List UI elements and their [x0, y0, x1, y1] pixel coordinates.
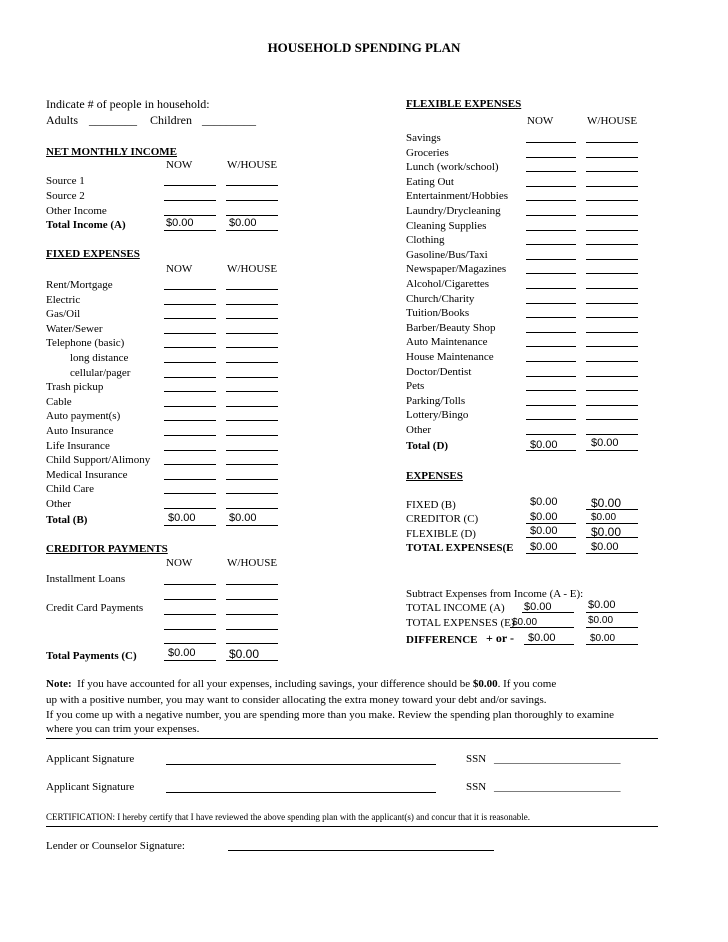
fixed-row-label: Rent/Mortgage — [46, 279, 113, 291]
creditor-col-now: NOW — [166, 557, 193, 569]
flexible-now-field[interactable] — [526, 376, 576, 377]
fixed-now-field[interactable] — [164, 420, 216, 421]
sum-income-now-line — [522, 612, 574, 613]
total-payments-house: $0.00 — [229, 647, 260, 661]
flexible-house-field[interactable] — [586, 259, 638, 260]
sum-expenses-now: $0.00 — [512, 617, 538, 628]
flexible-col-now: NOW — [527, 115, 554, 127]
sum-expenses-house: $0.00 — [588, 615, 614, 626]
fixed-row-label: long distance — [70, 352, 129, 364]
fixed-house-field[interactable] — [226, 435, 278, 436]
flexible-row-label: Other — [406, 424, 432, 436]
creditor-house-field[interactable] — [226, 643, 278, 644]
lender-signature-label: Lender or Counselor Signature: — [46, 840, 185, 852]
flexible-row-label: Eating Out — [406, 175, 454, 188]
fixed-row-label: Telephone (basic) — [46, 337, 125, 350]
creditor-now-field[interactable] — [164, 629, 216, 630]
flexible-row-label: House Maintenance — [406, 351, 494, 363]
fixed-house-field[interactable] — [226, 420, 278, 421]
exp-flexible-house-line — [586, 537, 638, 538]
flexible-row-label: Laundry/Drycleaning — [406, 205, 501, 217]
difference-symbols: + or - — [486, 631, 514, 645]
flexible-house-field[interactable] — [586, 200, 638, 201]
fixed-now-field[interactable] — [164, 406, 216, 407]
flexible-row-label: Gasoline/Bus/Taxi — [406, 248, 488, 261]
flexible-house-field[interactable] — [586, 288, 638, 289]
difference-label: DIFFERENCE — [406, 634, 478, 646]
fixed-house-field[interactable] — [226, 304, 278, 305]
fixed-house-field[interactable] — [226, 362, 278, 363]
fixed-now-field[interactable] — [164, 464, 216, 465]
fixed-now-field[interactable] — [164, 333, 216, 334]
applicant-signature-label-2: Applicant Signature — [46, 781, 135, 793]
adults-label: Adults — [46, 113, 79, 127]
note-line-3: If you come up with a negative number, you are spending more than you make. Review the spending plan thoroughly to examine — [46, 709, 615, 721]
fixed-total-now: $0.00 — [168, 512, 196, 524]
fixed-house-field[interactable] — [226, 318, 278, 319]
flexible-row-label: Entertainment/Hobbies — [406, 190, 509, 203]
sum-income-house-line — [586, 612, 638, 613]
exp-flexible-label: FLEXIBLE (D) — [406, 528, 476, 540]
fixed-row-label: Child Care — [46, 483, 94, 496]
flexible-now-field[interactable] — [526, 171, 576, 172]
fixed-total-house-line — [226, 525, 278, 526]
flexible-row-label: Alcohol/Cigarettes — [406, 278, 490, 290]
income-col-house: W/HOUSE — [227, 159, 278, 171]
creditor-house-field[interactable] — [226, 599, 278, 600]
exp-creditor-label: CREDITOR (C) — [406, 513, 479, 525]
fixed-house-field[interactable] — [226, 406, 278, 407]
expenses-heading: EXPENSES — [406, 470, 463, 482]
flexible-house-field[interactable] — [586, 332, 638, 333]
flexible-total-house: $0.00 — [591, 437, 619, 449]
exp-total-house-line — [586, 553, 638, 554]
fixed-row-label: Auto Insurance — [46, 425, 114, 437]
fixed-row-label: Trash pickup — [46, 381, 104, 394]
note-line-4: where you can trim your expenses. — [46, 723, 200, 735]
total-income-house-line — [226, 230, 278, 231]
flexible-house-field[interactable] — [586, 215, 638, 216]
total-income-now: $0.00 — [166, 217, 194, 229]
flexible-col-house: W/HOUSE — [587, 115, 638, 127]
exp-total-house: $0.00 — [591, 541, 619, 553]
exp-flexible-house: $0.00 — [591, 525, 622, 539]
flexible-house-field[interactable] — [586, 273, 638, 274]
fixed-row-label: Water/Sewer — [46, 322, 103, 335]
ssn-field-1[interactable]: _______________________ — [494, 753, 621, 765]
flexible-row-label: Newspaper/Magazines — [406, 263, 507, 276]
fixed-house-field[interactable] — [226, 450, 278, 451]
income-now-field[interactable] — [164, 185, 216, 186]
fixed-now-field[interactable] — [164, 377, 216, 378]
flexible-now-field[interactable] — [526, 405, 576, 406]
creditor-col-house: W/HOUSE — [227, 557, 278, 569]
income-row-label: Source 1 — [46, 175, 85, 187]
flexible-total-house-line — [586, 450, 638, 451]
fixed-house-field[interactable] — [226, 493, 278, 494]
flexible-now-field[interactable] — [526, 259, 576, 260]
fixed-total-label: Total (B) — [46, 514, 88, 526]
sum-expenses-label: TOTAL EXPENSES (E) — [406, 617, 515, 629]
flexible-now-field[interactable] — [526, 157, 576, 158]
fixed-house-field[interactable] — [226, 464, 278, 465]
exp-total-label: TOTAL EXPENSES(E — [406, 542, 514, 554]
flexible-row-label: Lottery/Bingo — [406, 409, 469, 422]
flexible-now-field[interactable] — [526, 288, 576, 289]
flexible-row-label: Church/Charity — [406, 292, 475, 305]
exp-flexible-now: $0.00 — [530, 525, 558, 537]
fixed-now-field[interactable] — [164, 435, 216, 436]
fixed-house-field[interactable] — [226, 479, 278, 480]
flexible-row-label: Pets — [406, 380, 425, 393]
fixed-house-field[interactable] — [226, 289, 278, 290]
income-house-field[interactable] — [226, 215, 278, 216]
flexible-now-field[interactable] — [526, 390, 576, 391]
flexible-row-label: Auto Maintenance — [406, 336, 488, 349]
exp-fixed-now: $0.00 — [530, 496, 558, 508]
children-label: Children — [150, 113, 192, 127]
fixed-heading: FIXED EXPENSES — [46, 248, 140, 260]
exp-creditor-house: $0.00 — [591, 512, 617, 523]
fixed-house-field[interactable] — [226, 508, 278, 509]
fixed-now-field[interactable] — [164, 362, 216, 363]
fixed-total-now-line — [164, 525, 216, 526]
household-prompt: Indicate # of people in household: — [46, 97, 210, 111]
page-title: HOUSEHOLD SPENDING PLAN — [267, 40, 461, 55]
flexible-now-field[interactable] — [526, 434, 576, 435]
flexible-now-field[interactable] — [526, 303, 576, 304]
fixed-now-field[interactable] — [164, 304, 216, 305]
exp-fixed-house-line — [586, 509, 638, 510]
fixed-now-field[interactable] — [164, 479, 216, 480]
flexible-house-field[interactable] — [586, 346, 638, 347]
fixed-house-field[interactable] — [226, 391, 278, 392]
certification-divider — [46, 826, 658, 827]
flexible-now-field[interactable] — [526, 332, 576, 333]
creditor-house-field[interactable] — [226, 629, 278, 630]
fixed-now-field[interactable] — [164, 347, 216, 348]
flexible-row-label: Tuition/Books — [406, 307, 470, 320]
exp-total-now-line — [526, 553, 576, 554]
children-blank[interactable]: _________ — [202, 113, 256, 127]
flexible-house-field[interactable] — [586, 244, 638, 245]
fixed-now-field[interactable] — [164, 493, 216, 494]
difference-house-line — [586, 644, 638, 645]
installment-loans-label: Installment Loans — [46, 573, 126, 585]
ssn-label-1: SSN — [466, 753, 487, 765]
sum-expenses-house-line — [586, 627, 638, 628]
exp-creditor-now: $0.00 — [530, 511, 558, 523]
ssn-field-2[interactable]: _______________________ — [494, 781, 621, 793]
creditor-now-field[interactable] — [164, 584, 216, 585]
flexible-house-field[interactable] — [586, 376, 638, 377]
income-house-field[interactable] — [226, 185, 278, 186]
note-divider — [46, 738, 658, 739]
fixed-house-field[interactable] — [226, 333, 278, 334]
fixed-row-label: Electric — [46, 293, 81, 306]
flexible-row-label: Parking/Tolls — [406, 394, 466, 407]
fixed-row-label: Life Insurance — [46, 439, 110, 452]
fixed-house-field[interactable] — [226, 377, 278, 378]
total-income-house: $0.00 — [229, 217, 257, 229]
exp-creditor-house-line — [586, 523, 638, 524]
exp-fixed-label: FIXED (B) — [406, 499, 456, 511]
income-row-label: Source 2 — [46, 190, 85, 202]
flexible-house-field[interactable] — [586, 186, 638, 187]
flexible-now-field[interactable] — [526, 244, 576, 245]
exp-creditor-now-line — [526, 523, 576, 524]
creditor-heading: CREDITOR PAYMENTS — [46, 543, 168, 555]
creditor-house-field[interactable] — [226, 584, 278, 585]
fixed-now-field[interactable] — [164, 391, 216, 392]
fixed-total-house: $0.00 — [229, 512, 257, 524]
fixed-now-field[interactable] — [164, 289, 216, 290]
flexible-house-field[interactable] — [586, 171, 638, 172]
exp-fixed-house: $0.00 — [591, 496, 622, 510]
flexible-row-label: Savings — [406, 132, 441, 144]
fixed-now-field[interactable] — [164, 508, 216, 509]
difference-now: $0.00 — [528, 632, 556, 644]
fixed-row-label: Child Support/Alimony — [46, 454, 151, 467]
applicant-signature-label-1: Applicant Signature — [46, 753, 135, 765]
note-line-1 — [46, 678, 556, 690]
income-now-field[interactable] — [164, 215, 216, 216]
flexible-row-label: Clothing — [406, 234, 445, 247]
flexible-house-field[interactable] — [586, 317, 638, 318]
flexible-house-field[interactable] — [586, 390, 638, 391]
creditor-now-field[interactable] — [164, 643, 216, 644]
note-text-1b: . If you come — [497, 678, 557, 690]
flexible-now-field[interactable] — [526, 317, 576, 318]
fixed-col-house: W/HOUSE — [227, 263, 278, 275]
flexible-row-label: Groceries — [406, 146, 449, 159]
adults-blank[interactable]: ________ — [89, 113, 137, 127]
flexible-row-label: Barber/Beauty Shop — [406, 321, 496, 334]
note-amount: $0.00 — [472, 678, 498, 690]
flexible-house-field[interactable] — [586, 157, 638, 158]
income-heading: NET MONTHLY INCOME — [46, 146, 178, 158]
exp-flexible-now-line — [526, 537, 576, 538]
fixed-row-label: Other — [46, 498, 72, 510]
income-col-now: NOW — [166, 159, 193, 171]
ssn-label-2: SSN — [466, 781, 487, 793]
sum-income-now: $0.00 — [524, 601, 552, 613]
fixed-col-now: NOW — [166, 263, 193, 275]
applicant-signature-field-2[interactable] — [166, 792, 436, 793]
fixed-row-label: Gas/Oil — [46, 308, 81, 321]
certification-text: CERTIFICATION: I hereby certify that I have reviewed the above spending plan with the applicant(s) and concur that it is reasonable. — [46, 812, 531, 822]
total-payments-label: Total Payments (C) — [46, 650, 137, 662]
flexible-now-field[interactable] — [526, 273, 576, 274]
flexible-heading: FLEXIBLE EXPENSES — [406, 98, 522, 110]
flexible-now-field[interactable] — [526, 230, 576, 231]
note-text-1a: If you have accounted for all your expenses, including savings, your difference should be — [77, 678, 471, 690]
exp-total-now: $0.00 — [530, 541, 558, 553]
flexible-now-field[interactable] — [526, 215, 576, 216]
difference-now-line — [524, 644, 574, 645]
flexible-now-field[interactable] — [526, 142, 576, 143]
sum-expenses-now-line — [510, 627, 574, 628]
flexible-row-label: Cleaning Supplies — [406, 219, 487, 232]
flexible-now-field[interactable] — [526, 346, 576, 347]
flexible-house-field[interactable] — [586, 142, 638, 143]
flexible-house-field[interactable] — [586, 434, 638, 435]
income-row-label: Other Income — [46, 205, 107, 217]
flexible-now-field[interactable] — [526, 200, 576, 201]
total-payments-now: $0.00 — [168, 647, 196, 659]
flexible-total-now: $0.00 — [530, 439, 558, 451]
fixed-row-label: cellular/pager — [70, 366, 131, 379]
flexible-now-field[interactable] — [526, 361, 576, 362]
flexible-house-field[interactable] — [586, 303, 638, 304]
flexible-house-field[interactable] — [586, 230, 638, 231]
flexible-total-now-line — [526, 450, 576, 451]
total-income-now-line — [164, 230, 216, 231]
total-income-label: Total Income (A) — [46, 219, 126, 231]
flexible-now-field[interactable] — [526, 419, 576, 420]
difference-house: $0.00 — [590, 633, 616, 644]
note-line-2: up with a positive number, you may want to consider allocating the extra money toward your debt and/or savings. — [46, 694, 547, 706]
fixed-row-label: Medical Insurance — [46, 468, 128, 481]
sum-income-label: TOTAL INCOME (A) — [406, 602, 505, 614]
flexible-total-label: Total (D) — [406, 440, 449, 452]
fixed-now-field[interactable] — [164, 318, 216, 319]
total-payments-house-line — [226, 660, 278, 661]
flexible-house-field[interactable] — [586, 419, 638, 420]
fixed-now-field[interactable] — [164, 450, 216, 451]
fixed-house-field[interactable] — [226, 347, 278, 348]
total-payments-now-line — [164, 660, 216, 661]
creditor-house-field[interactable] — [226, 614, 278, 615]
sum-income-house: $0.00 — [588, 599, 616, 611]
income-house-field[interactable] — [226, 200, 278, 201]
credit-card-label: Credit Card Payments — [46, 602, 144, 614]
lender-signature-field[interactable] — [228, 850, 494, 851]
flexible-house-field[interactable] — [586, 361, 638, 362]
income-now-field[interactable] — [164, 200, 216, 201]
flexible-house-field[interactable] — [586, 405, 638, 406]
flexible-now-field[interactable] — [526, 186, 576, 187]
creditor-now-field[interactable] — [164, 614, 216, 615]
flexible-row-label: Doctor/Dentist — [406, 365, 472, 378]
flexible-row-label: Lunch (work/school) — [406, 161, 499, 174]
note-label: Note: — [46, 678, 72, 690]
fixed-row-label: Cable — [46, 395, 72, 408]
applicant-signature-field-1[interactable] — [166, 764, 436, 765]
summary-instruction: Subtract Expenses from Income (A - E): — [406, 588, 584, 600]
fixed-row-label: Auto payment(s) — [46, 410, 121, 423]
creditor-now-field[interactable] — [164, 599, 216, 600]
